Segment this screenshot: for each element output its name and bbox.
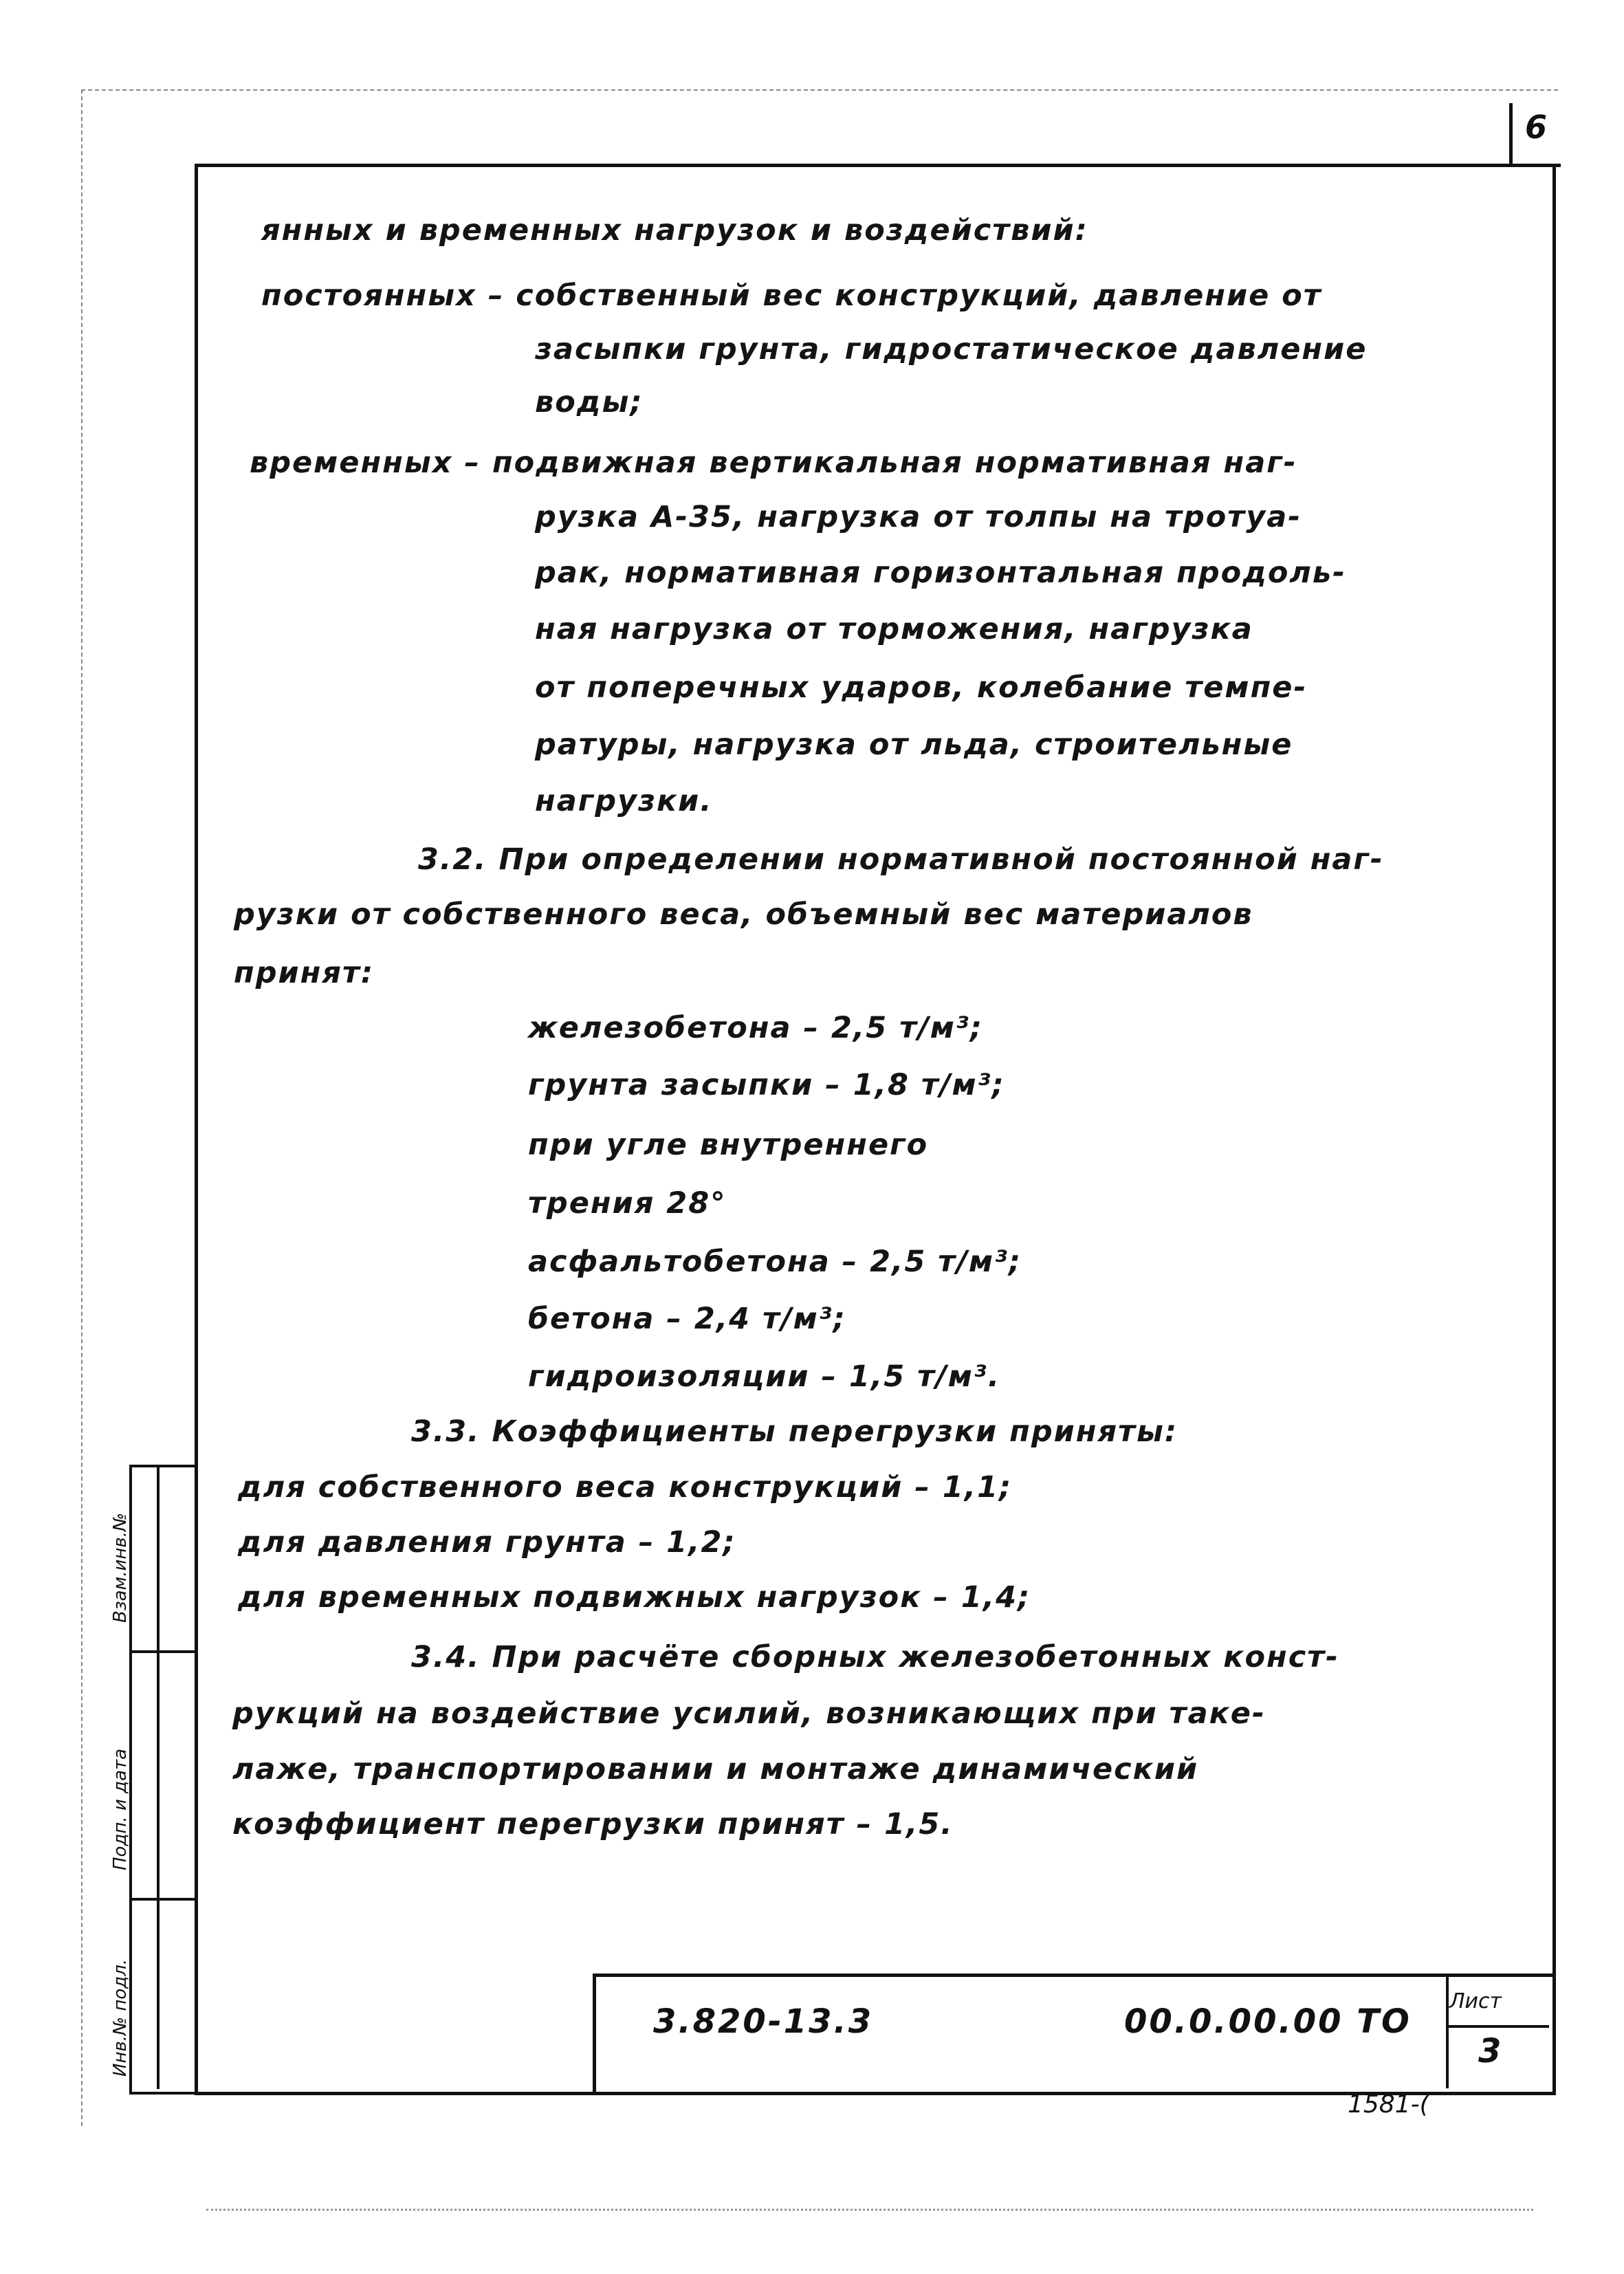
document-code: 3.820-13.3	[653, 2002, 874, 2041]
text-line: для давления грунта – 1,2;	[238, 1525, 736, 1560]
side-label-inv: Инв.№ подл.	[110, 1958, 131, 2077]
sheet-label: Лист	[1449, 1989, 1502, 2013]
side-stamp-column-line	[157, 1465, 160, 2089]
side-stamp-separator	[129, 1898, 195, 1901]
text-line: принят:	[234, 956, 375, 990]
text-line: рузки от собственного веса, объемный вес материалов	[234, 897, 1253, 932]
title-block-divider	[1446, 1974, 1449, 2088]
text-line: при угле внутреннего	[528, 1128, 929, 1162]
text-line: нагрузки.	[535, 784, 713, 818]
text-line: железобетона – 2,5 т/м³;	[528, 1011, 983, 1045]
text-line: временных – подвижная вертикальная нормативная наг-	[250, 446, 1297, 480]
text-line: коэффициент перегрузки принят – 1,5.	[232, 1807, 954, 1841]
text-line: засыпки грунта, гидростатическое давление	[535, 332, 1368, 367]
sheet-number: 3	[1478, 2032, 1504, 2070]
text-line: ратуры, нагрузка от льда, строительные	[535, 728, 1293, 762]
text-line: бетона – 2,4 т/м³;	[528, 1302, 846, 1336]
text-line: рак, нормативная горизонтальная продоль-	[535, 556, 1346, 590]
title-block-divider-h	[1446, 2025, 1549, 2028]
page-number: 6	[1525, 109, 1548, 146]
text-line: рузка А-35, нагрузка от толпы на тротуа-	[535, 500, 1302, 534]
bottom-dotted-line	[206, 2209, 1533, 2211]
text-line: грунта засыпки – 1,8 т/м³;	[528, 1068, 1005, 1102]
side-label-vzam: Взам.инв.№	[110, 1513, 131, 1623]
archive-number: 1581-(	[1348, 2090, 1429, 2119]
text-line: гидроизоляции – 1,5 т/м³.	[528, 1359, 1001, 1394]
text-line: от поперечных ударов, колебание темпе-	[535, 670, 1308, 705]
text-line: постоянных – собственный вес конструкций, давление от	[261, 278, 1322, 313]
text-line: рукций на воздействие усилий, возникающих при таке-	[232, 1696, 1266, 1731]
text-line: воды;	[535, 385, 644, 419]
document-designation: 00.0.00.00 ТО	[1124, 2002, 1412, 2041]
text-line: для собственного веса конструкций – 1,1;	[238, 1470, 1013, 1505]
text-line: ная нагрузка от торможения, нагрузка	[535, 612, 1253, 646]
text-line: асфальтобетона – 2,5 т/м³;	[528, 1245, 1022, 1279]
text-line: трения 28°	[528, 1186, 727, 1221]
text-line: для временных подвижных нагрузок – 1,4;	[238, 1580, 1031, 1615]
text-line: янных и временных нагрузок и воздействий:	[261, 213, 1088, 248]
side-label-podp: Подп. и дата	[110, 1748, 131, 1870]
text-line: 3.4. При расчёте сборных железобетонных конст-	[411, 1640, 1340, 1674]
text-line: лаже, транспортировании и монтаже динамический	[232, 1752, 1199, 1786]
text-line: 3.3. Коэффициенты перегрузки приняты:	[411, 1414, 1178, 1449]
side-stamp-separator	[129, 1650, 195, 1653]
text-line: 3.2. При определении нормативной постоянной наг-	[418, 842, 1384, 877]
side-stamp-strip	[129, 1465, 197, 2095]
